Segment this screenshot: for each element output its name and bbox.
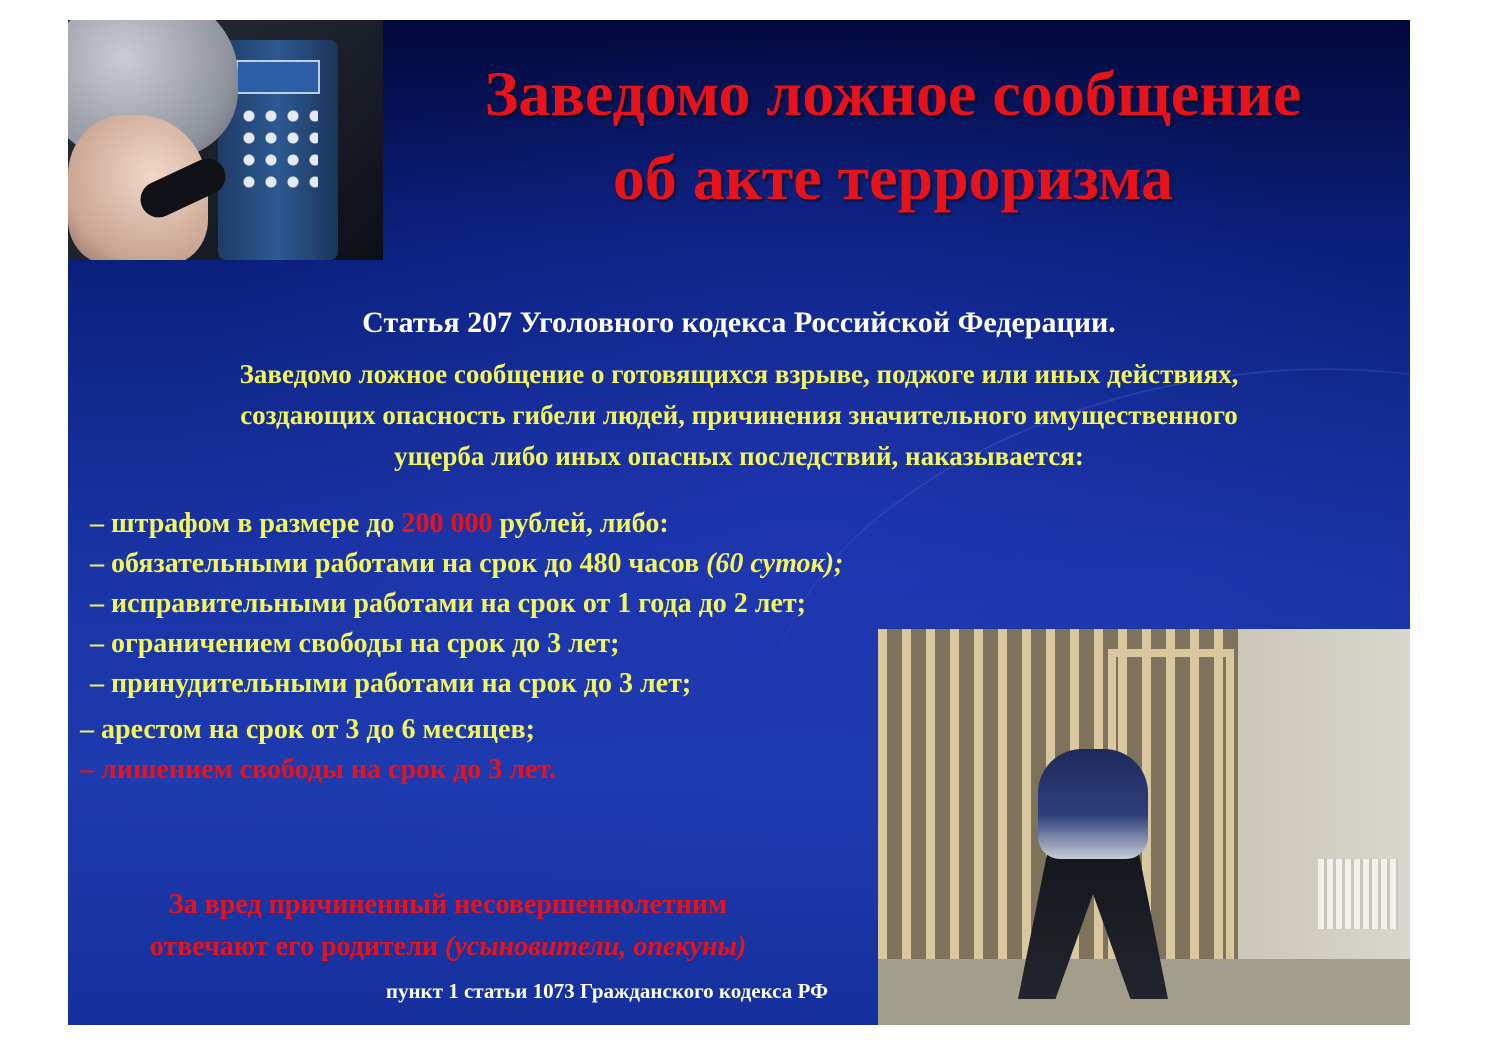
penalty-arrest: – арестом на срок от 3 до 6 месяцев; (80, 714, 535, 745)
payphone-screen (236, 60, 320, 94)
parents-liability (68, 884, 828, 968)
penalty-mandatory-work (80, 544, 1080, 584)
article-heading: Статья 207 Уголовного кодекса Российской Федерации. (362, 306, 1116, 339)
law-text-line: Заведомо ложное сообщение о готовящихся взрыве, поджоге или иных действиях, (239, 359, 1239, 389)
parents-line-2-pre: отвечают его родители (149, 931, 446, 962)
payphone-keypad (238, 105, 318, 195)
penalty-fine-pre: – штрафом в размере до (90, 508, 402, 539)
jail-cell-photo (878, 629, 1410, 1025)
parents-line-1: За вред причиненный несовершеннолетним (168, 889, 728, 920)
slide (68, 20, 1410, 1025)
parents-line-2 (68, 926, 828, 968)
penalty-mandatory-pre: – обязательными работами на срок до 480 часов (90, 548, 707, 579)
penalty-corrective-work: – исправительными работами на срок от 1 года до 2 лет; (90, 588, 806, 619)
penalty-restriction: – ограничением свободы на срок до 3 лет; (90, 628, 620, 659)
civil-code-reference: пункт 1 статьи 1073 Гражданского кодекса РФ (385, 979, 828, 1003)
parents-line-2-note: (усыновители, опекуны) (445, 931, 747, 962)
penalty-fine (80, 504, 1080, 544)
fine-amount: 200 000 (401, 508, 493, 539)
law-text-line: ущерба либо иных опасных последствий, наказывается: (394, 441, 1084, 471)
law-text (108, 354, 1370, 477)
law-text-line: создающих опасность гибели людей, причинения значительного имущественного (240, 400, 1238, 430)
phone-booth-photo (68, 20, 383, 260)
detained-person-torso (1038, 749, 1148, 859)
penalty-imprisonment: – лишением свободы на срок до 3 лет. (80, 754, 557, 785)
penalty-forced-work: – принудительными работами на срок до 3 лет; (90, 668, 692, 699)
title-line-2: об акте терроризма (612, 142, 1174, 213)
title-line-1: Заведомо ложное сообщение (484, 58, 1302, 129)
radiator (1318, 859, 1398, 929)
penalty-fine-post: рублей, либо: (492, 508, 669, 539)
page-title (398, 52, 1388, 220)
penalty-mandatory-note: (60 суток); (706, 548, 844, 579)
